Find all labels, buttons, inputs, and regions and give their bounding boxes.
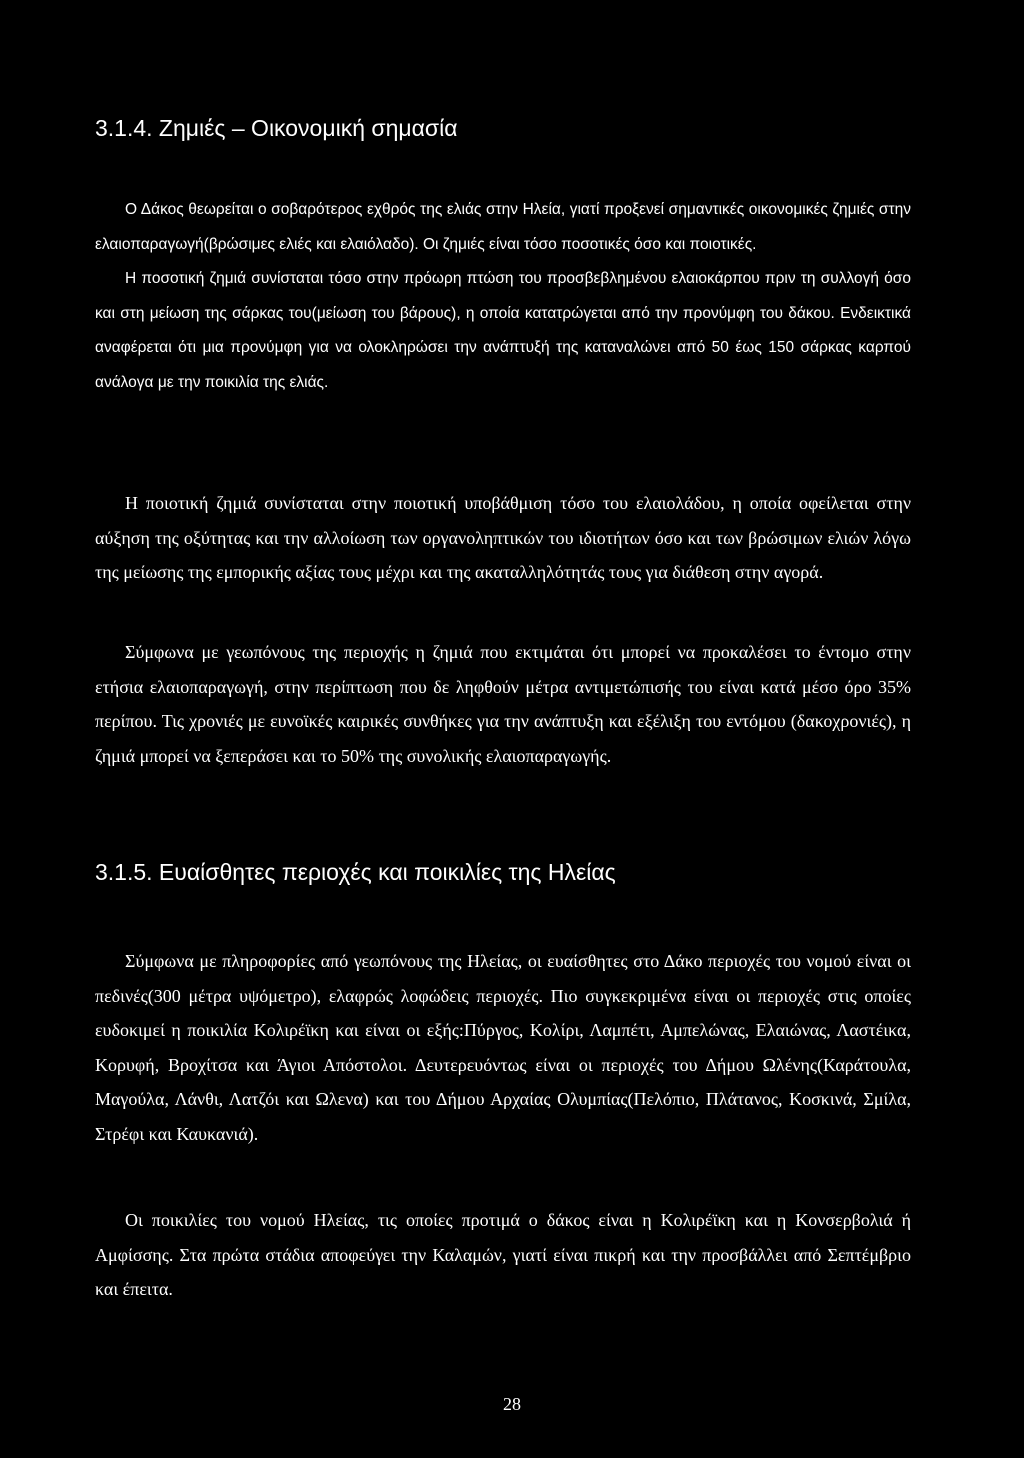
paragraph-varieties: Οι ποικιλίες του νομού Ηλείας, τις οποίες προτιμά ο δάκος είναι η Κολιρέϊκη και η Κονσερβολιά ή Αμφίσσης. Στα πρώτα στάδια αποφεύγει την Καλαμών, γιατί είναι πικρή και την προσβάλλει από Σεπτέμβριο και έπειτα. xyxy=(95,1210,911,1299)
paragraph-estimated-loss: Σύμφωνα με γεωπόνους της περιοχής η ζημιά που εκτιμάται ότι μπορεί να προκαλέσει το έντομο στην ετήσια ελαιοπαραγωγή, στην περίπτωση που δε ληφθούν μέτρα αντιμετώπισής του είναι κατά μέσο όρο 35% περίπου. Τις χρονιές με ευνοϊκές καιρικές συνθήκες για την ανάπτυξη και εξέλιξη του εντόμου (δακοχρονιές), η ζημιά μπορεί να ξεπεράσει και το 50% της συνολικής ελαιοπαραγωγής. xyxy=(95,642,911,766)
section-heading-damages: 3.1.4. Ζημιές – Οικονομική σημασία xyxy=(95,115,458,141)
paragraph-qualitative-damage: Η ποιοτική ζημιά συνίσταται στην ποιοτική υποβάθμιση τόσο του ελαιολάδου, η οποία οφείλεται στην αύξηση της οξύτητας και την αλλοίωση των οργανοληπτικών του ιδιοτήτων όσο και των βρώσιμων ελιών λόγω της μείωσης της εμπορικής αξίας τους μέχρι και της ακαταλληλότητάς τους για διάθεση στην αγορά. xyxy=(95,493,911,582)
paragraph-quantitative-damage: Η ποσοτική ζημιά συνίσταται τόσο στην πρόωρη πτώση του προσβεβλημένου ελαιοκάρπου πριν τη συλλογή όσο και στη μείωση της σάρκας του(μείωση του βάρους), η οποία κατατρώγεται από την προνύμφη του δάκου. Ενδεικτικά αναφέρεται ότι μια προνύμφη για να ολοκληρώσει την ανάπτυξή της καταναλώνει από 50 έως 150 σάρκας καρπού ανάλογα με την ποικιλία της ελιάς. xyxy=(95,270,911,391)
section-body-damages-sans xyxy=(95,193,911,400)
section-heading-sensitive-areas: 3.1.5. Ευαίσθητες περιοχές και ποικιλίες της Ηλείας xyxy=(95,859,616,885)
page-number: 28 xyxy=(503,1394,521,1414)
paragraph-sensitive-areas: Σύμφωνα με πληροφορίες από γεωπόνους της Ηλείας, οι ευαίσθητες στο Δάκο περιοχές του νομού είναι οι πεδινές(300 μέτρα υψόμετρο), ελαφρώς λοφώδεις περιοχές. Πιο συγκεκριμένα είναι οι περιοχές στις οποίες ευδοκιμεί η ποικιλία Κολιρέϊκη και είναι οι εξής:Πύργος, Κολίρι, Λαμπέτι, Αμπελώνας, Ελαιώνας, Λαστέικα, Κορυφή, Βροχίτσα και Άγιοι Απόστολοι. Δευτερευόντως είναι οι περιοχές του Δήμου Ωλένης(Καράτουλα, Μαγούλα, Λάνθι, Λατζόι και Ωλενα) και του Δήμου Αρχαίας Ολυμπίας(Πελόπιο, Πλάτανος, Κοσκινά, Σμίλα, Στρέφι και Καυκανιά). xyxy=(95,951,911,1144)
paragraph-intro: Ο Δάκος θεωρείται ο σοβαρότερος εχθρός της ελιάς στην Ηλεία, γιατί προξενεί σημαντικές οικονομικές ζημιές στην ελαιοπαραγωγή(βρώσιμες ελιές και ελαιόλαδο). Οι ζημιές είναι τόσο ποσοτικές όσο και ποιοτικές. xyxy=(95,201,911,253)
